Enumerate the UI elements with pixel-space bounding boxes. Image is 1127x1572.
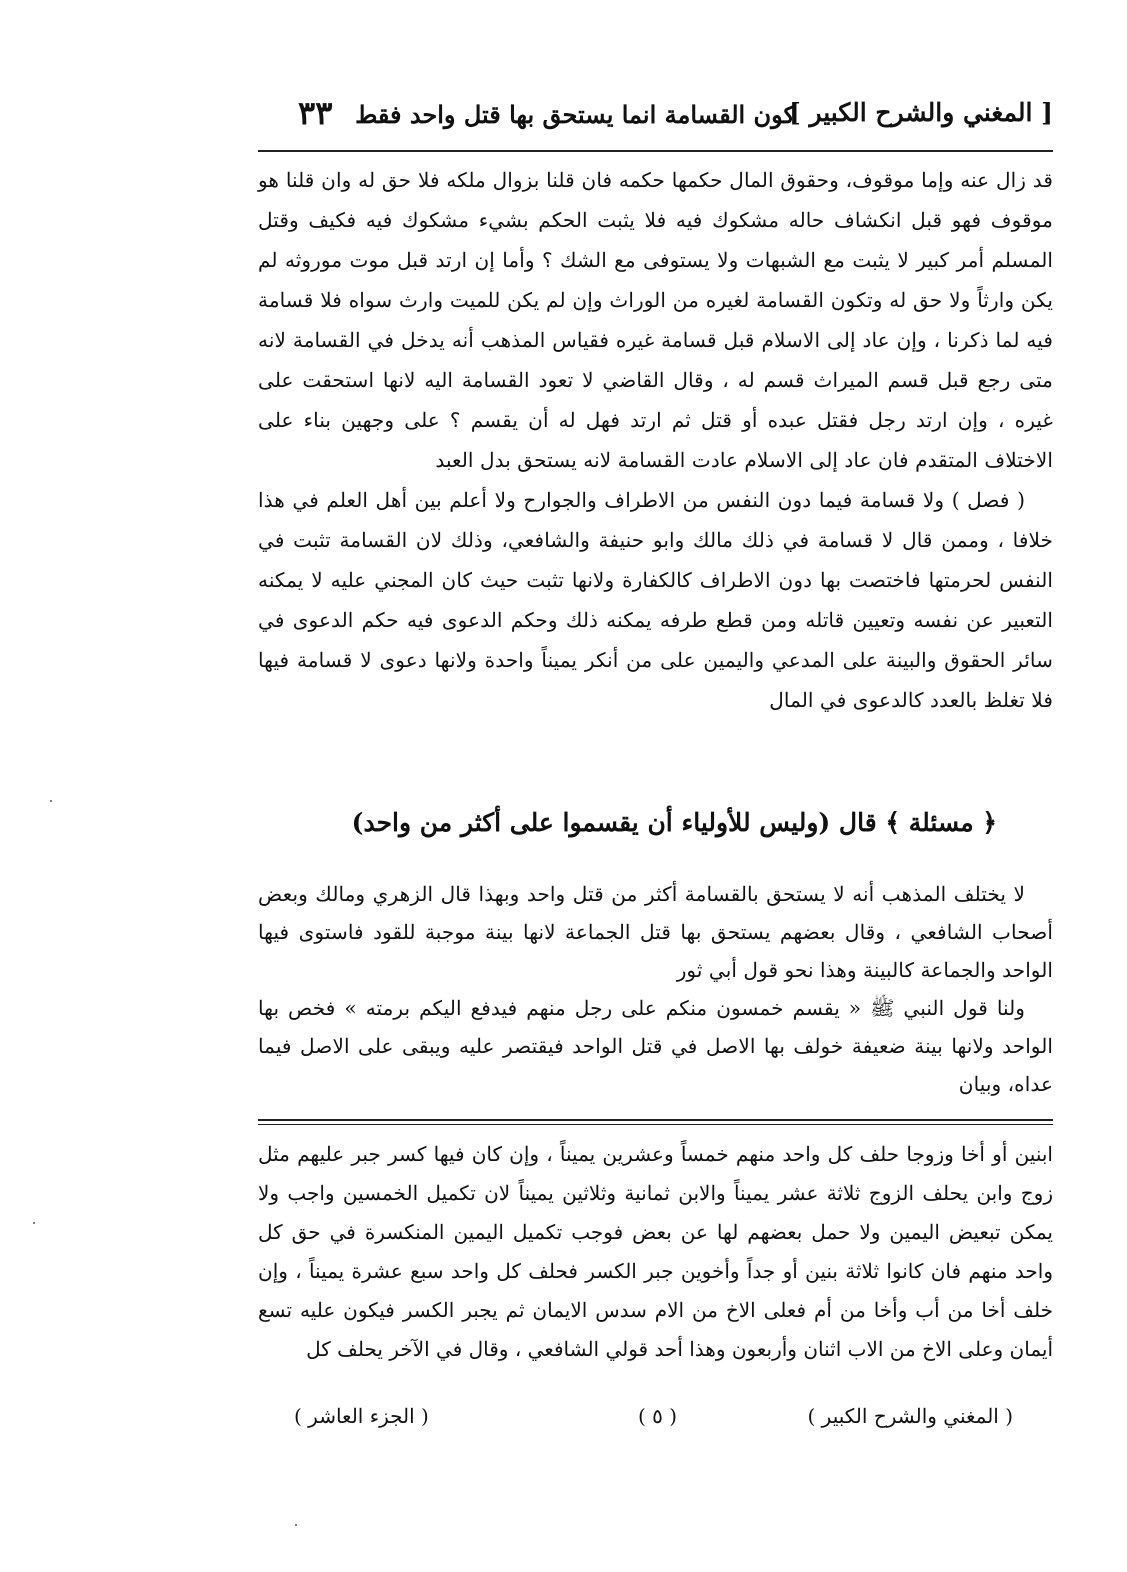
main-text-block-2: [258, 875, 1053, 1103]
running-head-topic: كون القسامة انما يستحق بها قتل واحد فقط: [355, 100, 795, 129]
scan-speck: [33, 1222, 35, 1224]
header-rule: [258, 150, 1053, 152]
paragraph: ( فصل ) ولا قسامة فيما دون النفس من الاطراف والجوارح ولا أعلم بين أهل العلم في هذا خلافا ، وممن قال لا قسامة في ذلك مالك وابو حنيفة والشافعي، وذلك لان القسامة تثبت في النفس لحرمتها فاختصت بها دون الاطراف كالكفارة ولانها تثبت حيث كان المجني عليه لا يمكنه التعبير عن نفسه وتعيين قاتله ومن قطع طرفه يمكنه ذلك وحكم الدعوى فيه حكم الدعوى في سائر الحقوق والبينة على المدعي واليمين على من أنكر يميناً واحدة ولانها دعوى لا قسامة فيها فلا تغلظ بالعدد كالدعوى في المال: [258, 488, 1053, 712]
footnote-paragraph: ابنين أو أخا وزوجا حلف كل واحد منهم خمساً وعشرين يميناً ، وإن كان فيها كسر جبر عليهم مثل زوج وابن يحلف الزوج ثلاثة عشر يميناً والابن ثمانية وثلاثين يميناً لان تكميل الخمسين واجب ولا يمكن تبعيض اليمين ولا حمل بعضهم لها عن بعض فوجب تكميل اليمين المنكسرة في حق كل واحد منهم فان كانوا ثلاثة بنين أو جداً وأخوين جبر الكسر فحلف كل واحد سبع عشرة يميناً ، وإن خلف أخا من أب وأخا من أم فعلى الاخ من الام سدس الايمان ثم يجبر الكسر فيكون عليه تسع أيمان وعلى الاخ من الاب اثنان وأربعون وهذا أحد قولي الشافعي ، وقال في الآخر يحلف كل: [258, 1142, 1053, 1361]
masala-heading: ﴿ مسئلة ﴾ قال (وليس للأولياء أن يقسموا على أكثر من واحد): [351, 808, 997, 837]
paragraph: ولنا قول النبي ﷺ « يقسم خمسون منكم على رجل منهم فيدفع اليكم برمته » فخص بها الواحد ولانها بينة ضعيفة خولف بها الاصل في قتل الواحد فيقتصر عليه ويبقى على الاصل فيما عداه، وبيان: [258, 996, 1053, 1096]
footnote-block: [258, 1135, 1053, 1369]
footnote-separator-thin: [258, 1124, 1053, 1125]
signature-line: [258, 1404, 1053, 1444]
page-number: ٣٣: [298, 94, 333, 132]
scan-speck: [295, 1524, 297, 1526]
signature-book: ( المغني والشرح الكبير ): [807, 1404, 1013, 1428]
paragraph: قد زال عنه وإما موقوف، وحقوق المال حكمها حكمه فان قلنا بزوال ملكه فلا حق له وان قلنا هو موقوف فهو قبل انكشاف حاله مشكوك فيه فلا يثبت الحكم بشيء مشكوك فيه فكيف وقتل المسلم أمر كبير لا يثبت مع الشبهات ولا يستوفى مع الشك ؟ وأما إن ارتد قبل موت موروثه لم يكن وارثاً ولا حق له وتكون القسامة لغيره من الوراث وإن لم يكن للميت وارث سواه فلا قسامة فيه لما ذكرنا ، وإن عاد إلى الاسلام قبل قسامة غيره فقياس المذهب أنه يدخل في القسامة لانه متى رجع قبل قسم الميراث قسم له ، وقال القاضي لا تعود القسامة اليه لانها استحقت على غيره ، وإن ارتد رجل فقتل عبده أو قتل ثم ارتد فهل له أن يقسم ؟ على وجهين بناء على الاختلاف المتقدم فان عاد إلى الاسلام عادت القسامة لانه يستحق بدل العبد: [258, 168, 1053, 472]
page-header: [258, 92, 1053, 136]
scan-speck: [50, 800, 52, 802]
signature-number: ( ٥ ): [638, 1404, 678, 1428]
paragraph: لا يختلف المذهب أنه لا يستحق بالقسامة أكثر من قتل واحد وبهذا قال الزهري ومالك وبعض أصحاب الشافعي ، وقال بعضهم يستحق بها قتل الجماعة لانها بينة موجبة للقود فاستوى فيها الواحد والجماعة كالبينة وهذا نحو قول أبي ثور: [258, 882, 1053, 982]
main-text-block: [258, 160, 1053, 720]
footnote-separator: [258, 1119, 1053, 1121]
running-head-book-title: [ المغني والشرح الكبير ]: [788, 98, 1053, 127]
signature-part: ( الجزء العاشر ): [294, 1404, 429, 1428]
